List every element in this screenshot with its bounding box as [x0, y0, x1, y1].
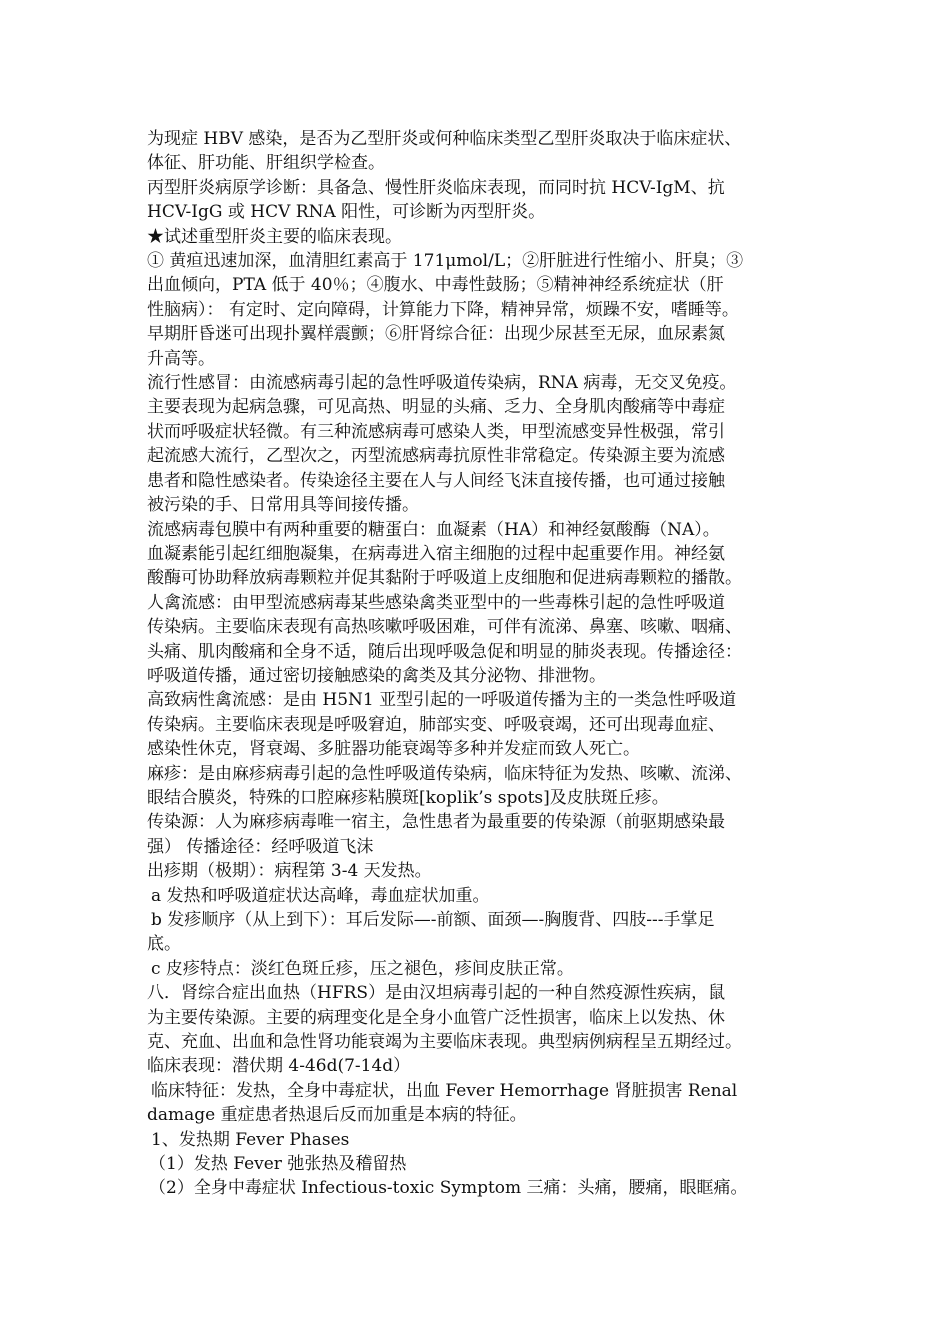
- text-line: 状而呼吸症状轻微。有三种流感病毒可感染人类，甲型流感变异性极强，常引: [147, 421, 725, 442]
- text-line: 出疹期（极期）：病程第 3-4 天发热。: [147, 861, 432, 882]
- text-line: 主要表现为起病急骤，可见高热、明显的头痛、乏力、全身肌肉酸痛等中毒症: [147, 397, 725, 418]
- text-line: 传染病。主要临床表现是呼吸窘迫，肺部实变、呼吸衰竭，还可出现毒血症、: [147, 714, 725, 735]
- text-line: 底。: [147, 934, 181, 955]
- list-item: （1）发热 Fever 弛张热及稽留热: [149, 1154, 407, 1175]
- text-line: 酸酶可协助释放病毒颗粒并促其黏附于呼吸道上皮细胞和促进病毒颗粒的播散。: [147, 568, 742, 589]
- text-line: 为现症 HBV 感染，是否为乙型肝炎或何种临床类型乙型肝炎取决于临床症状、: [147, 129, 742, 149]
- text-line: 早期肝昏迷可出现扑翼样震颤；⑥肝肾综合征：出现少尿甚至无尿，血尿素氮: [147, 324, 725, 345]
- text-line: 出血倾向，PTA 低于 40％；④腹水、中毒性鼓肠；⑤精神神经系统症状（肝: [147, 275, 724, 296]
- text-line: 升高等。: [147, 348, 215, 369]
- text-line: 高致病性禽流感：是由 H5N1 亚型引起的一呼吸道传播为主的一类急性呼吸道: [147, 690, 737, 711]
- text-line: ① 黄疸迅速加深，血清胆红素高于 171μmol/L；②肝脏进行性缩小、肝臭；③: [147, 251, 744, 272]
- text-line: 人禽流感：由甲型流感病毒某些感染禽类亚型中的一些毒株引起的急性呼吸道: [147, 592, 725, 613]
- text-line: 眼结合膜炎，特殊的口腔麻疹粘膜斑[koplik’s spots]及皮肤斑丘疹。: [147, 787, 669, 808]
- text-line: 丙型肝炎病原学诊断：具备急、慢性肝炎临床表现，而同时抗 HCV-IgM、抗: [147, 177, 725, 198]
- text-line: 传染病。主要临床表现有高热咳嗽呼吸困难，可伴有流涕、鼻塞、咳嗽、咽痛、: [147, 617, 742, 638]
- text-line: 患者和隐性感染者。传染途径主要在人与人间经飞沫直接传播，也可通过接触: [147, 470, 725, 491]
- text-line: 麻疹：是由麻疹病毒引起的急性呼吸道传染病，临床特征为发热、咳嗽、流涕、: [147, 763, 742, 784]
- text-line: 临床表现：潜伏期 4-46d(7-14d）: [147, 1056, 411, 1077]
- text-line: 感染性休克，肾衰竭、多脏器功能衰竭等多种并发症而致人死亡。: [147, 739, 640, 760]
- text-line: damage 重症患者热退后反而加重是本病的特征。: [147, 1105, 527, 1126]
- text-line: 强） 传播途径：经呼吸道飞沫: [147, 836, 374, 857]
- text-line: 性脑病）： 有定时、定向障碍，计算能力下降，精神异常，烦躁不安，嗜睡等。: [147, 299, 739, 320]
- text-line: 起流感大流行，乙型次之，丙型流感病毒抗原性非常稳定。传染源主要为流感: [147, 446, 725, 467]
- list-item: c 皮疹特点：淡红色斑丘疹，压之褪色，疹间皮肤正常。: [151, 958, 574, 979]
- text-line: 血凝素能引起红细胞凝集，在病毒进入宿主细胞的过程中起重要作用。神经氨: [147, 543, 725, 564]
- document-page: [147, 127, 822, 1201]
- text-line: HCV-IgG 或 HCV RNA 阳性，可诊断为丙型肝炎。: [147, 202, 546, 223]
- text-line: 为主要传染源。主要的病理变化是全身小血管广泛性损害，临床上以发热、休: [147, 1007, 725, 1028]
- text-line: 被污染的手、日常用具等间接传播。: [147, 495, 419, 516]
- text-line: 传染源：人为麻疹病毒唯一宿主，急性患者为最重要的传染源（前驱期感染最: [147, 812, 725, 833]
- list-item: 1、发热期 Fever Phases: [151, 1129, 350, 1150]
- list-item: b 发疹顺序（从上到下）：耳后发际—-前额、面颈—-胸腹背、四肢---手掌足: [151, 910, 715, 930]
- section-heading: 八．肾综合症出血热（HFRS）是由汉坦病毒引起的一种自然疫源性疾病，鼠: [147, 983, 726, 1004]
- list-item: a 发热和呼吸道症状达高峰，毒血症状加重。: [151, 885, 490, 906]
- text-line: 流感病毒包膜中有两种重要的糖蛋白：血凝素（HA）和神经氨酸酶（NA）。: [147, 519, 720, 540]
- text-line: 头痛、肌肉酸痛和全身不适，随后出现呼吸急促和明显的肺炎表现。传播途径：: [147, 641, 742, 662]
- text-line: 流行性感冒：由流感病毒引起的急性呼吸道传染病，RNA 病毒，无交叉免疫。: [147, 373, 737, 394]
- text-line: 克、充血、出血和急性肾功能衰竭为主要临床表现。典型病例病程呈五期经过。: [147, 1032, 742, 1053]
- list-item: （2）全身中毒症状 Infectious-toxic Symptom 三痛：头痛，腰痛，眼眶痛。: [149, 1178, 748, 1199]
- text-line: 呼吸道传播，通过密切接触感染的禽类及其分泌物、排泄物。: [147, 665, 606, 686]
- text-line: 临床特征：发热，全身中毒症状，出血 Fever Hemorrhage 肾脏损害 Renal: [151, 1080, 738, 1101]
- section-heading: ★试述重型肝炎主要的临床表现。: [147, 226, 402, 247]
- text-line: 体征、肝功能、肝组织学检查。: [147, 153, 385, 174]
